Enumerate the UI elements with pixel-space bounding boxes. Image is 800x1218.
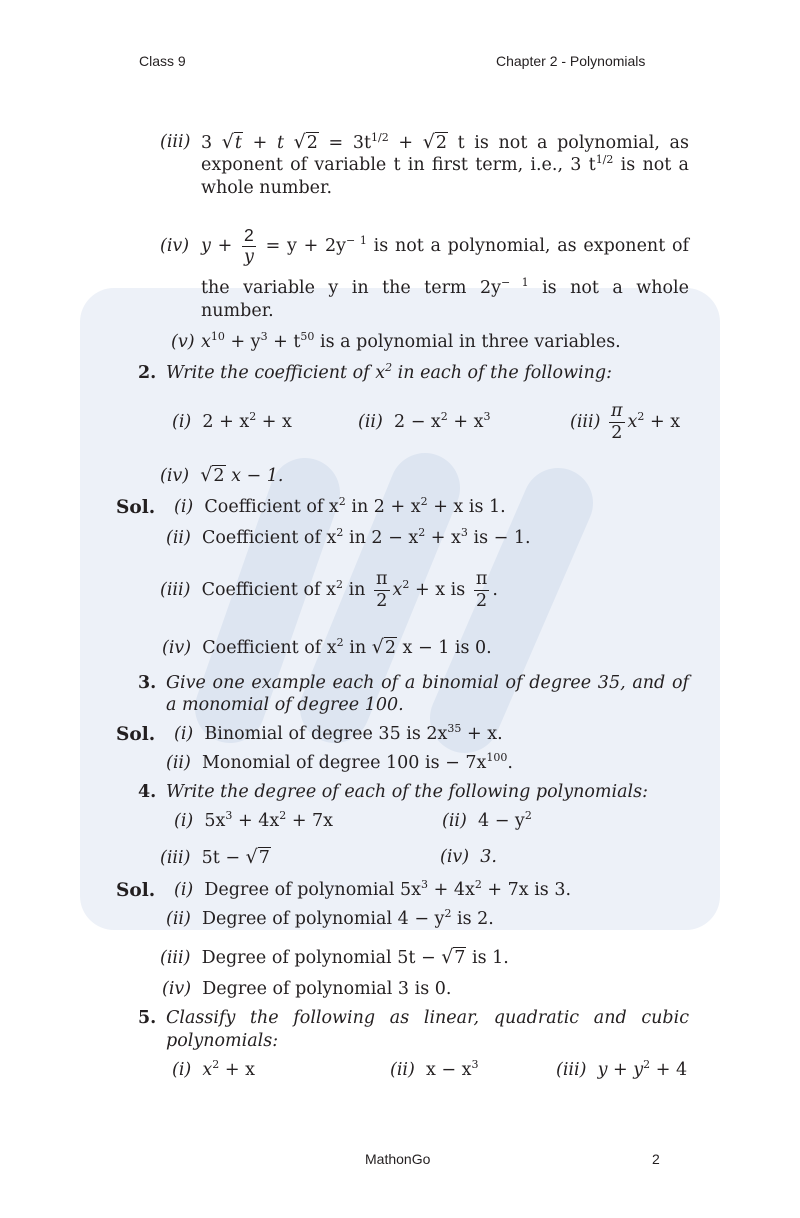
q2-text: Write the coefficient of $x^2$ in each of the following: bbox=[166, 361, 613, 383]
q1-iii-label: (iii) bbox=[160, 132, 191, 152]
sol3-label: Sol. bbox=[116, 724, 156, 745]
q1-iv-line2: the variable y in the term $2y^{- 1}$ is not a whole bbox=[201, 276, 689, 298]
sol4-iii: (iii) Degree of polynomial 5t − √7 is 1. bbox=[160, 946, 509, 968]
q5-option-ii: (ii) $x - x^3$ bbox=[390, 1058, 479, 1080]
q1-iii-line3: whole number. bbox=[201, 178, 333, 198]
q5-line1: Classify the following as linear, quadratic and cubic bbox=[166, 1008, 689, 1028]
q5-option-iii: (iii) $y + y^2 + 4$ bbox=[556, 1058, 688, 1080]
q4-option-iii: (iii) 5t − √7 bbox=[160, 846, 270, 868]
q1-v-label: (v) bbox=[171, 332, 195, 352]
sol4-ii: (ii) Degree of polynomial $4 - y^2$ is 2. bbox=[166, 907, 494, 929]
q2-option-iii: (iii) $\frac{\pi}{2}$ $x^2 + x$ bbox=[570, 401, 681, 443]
sol2-i: (i) Coefficient of $x^2$ in $2 + x^2 + x$ is 1. bbox=[174, 495, 506, 517]
q1-v-line: $x^{10} + y^3 + t^{50}$ is a polynomial in three variables. bbox=[201, 330, 621, 352]
header-class: Class 9 bbox=[139, 53, 186, 69]
sol4-label: Sol. bbox=[116, 880, 156, 901]
q2-number: 2. bbox=[138, 363, 157, 383]
q1-iii-line1: 3 √t + t $√2 = 3t^{1/2} + √2$ t is not a polynomial, as bbox=[201, 131, 689, 153]
q3-line2: a monomial of degree 100. bbox=[166, 695, 404, 715]
q3-number: 3. bbox=[138, 673, 157, 693]
q1-iv-label: (iv) bbox=[160, 236, 190, 256]
header-chapter: Chapter 2 - Polynomials bbox=[496, 53, 646, 69]
footer-brand: MathonGo bbox=[365, 1151, 431, 1167]
sol2-label: Sol. bbox=[116, 497, 156, 518]
sol2-ii: (ii) Coefficient of $x^2$ in $2 - x^2 + x^3$ is − 1. bbox=[166, 526, 531, 548]
q4-text: Write the degree of each of the following polynomials: bbox=[166, 782, 649, 802]
q2-option-i: (i) $2 + x^2 + x$ bbox=[172, 410, 292, 432]
sol3-i: (i) Binomial of degree 35 is $2x^{35} + x$. bbox=[174, 722, 503, 744]
q4-option-iv: (iv) 3. bbox=[440, 847, 497, 867]
q5-line2: polynomials: bbox=[166, 1031, 279, 1051]
q5-option-i: (i) $x^2 + x$ bbox=[172, 1058, 255, 1080]
q1-iii-line2: exponent of variable t in first term, i.e., 3 $t^{1/2}$ is not a bbox=[201, 153, 689, 175]
q1-iv-line3: number. bbox=[201, 301, 274, 321]
q4-number: 4. bbox=[138, 782, 157, 802]
q2-option-ii: (ii) $2 - x^2 + x^3$ bbox=[358, 410, 491, 432]
q5-number: 5. bbox=[138, 1008, 157, 1028]
sol4-i: (i) Degree of polynomial $5x^3 + 4x^2 + 7x$ is 3. bbox=[174, 878, 572, 900]
sol2-iv: (iv) Coefficient of $x^2$ in √2 x − 1 is 0. bbox=[162, 636, 492, 658]
sol3-ii: (ii) Monomial of degree 100 is − $7x^{100}$. bbox=[166, 751, 513, 773]
page-number: 2 bbox=[652, 1151, 660, 1167]
sol4-iv: (iv) Degree of polynomial 3 is 0. bbox=[162, 979, 452, 999]
q2-option-iv: (iv) √2 x − 1. bbox=[160, 464, 284, 486]
q4-option-ii: (ii) $4 - y^2$ bbox=[442, 809, 532, 831]
sol2-iii: (iii) Coefficient of $x^2$ in $\frac{\pi}{2}$ $x^2 + x$ is $\frac{\pi}{2}$ . bbox=[160, 569, 498, 611]
q3-line1: Give one example each of a binomial of degree 35, and of bbox=[166, 673, 689, 693]
q4-option-i: (i) $5x^3 + 4x^2 + 7x$ bbox=[174, 809, 334, 831]
q1-iv-line1: y + $\frac{2}{y}$ = $y + 2y^{- 1}$ is not a polynomial, as exponent of bbox=[201, 225, 689, 267]
